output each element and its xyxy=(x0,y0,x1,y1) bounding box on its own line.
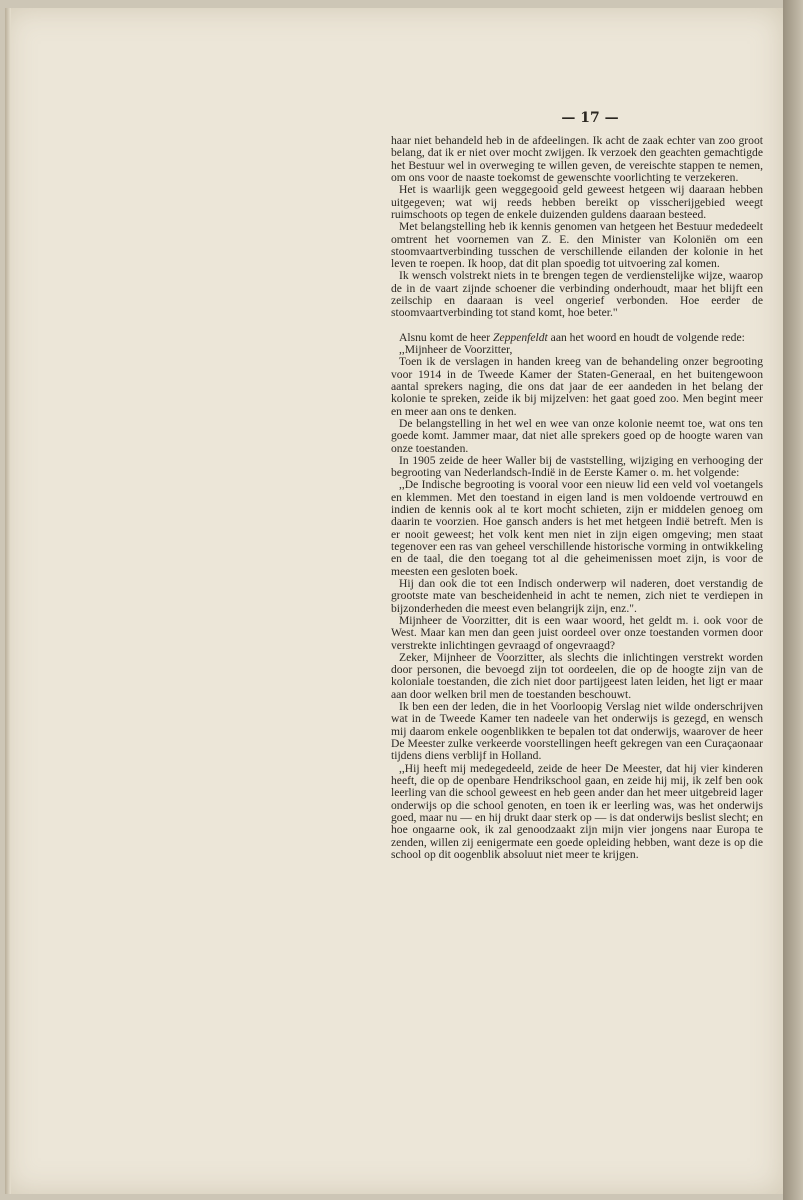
intro-text: aan het woord en houdt de volgende rede: xyxy=(547,330,745,344)
paragraph: Mijnheer de Voorzitter, dit is een waar woord, het geldt m. i. ook voor de West. Maar kan men dan geen juist oordeel over onze toestanden vormen door verstrekte inlichtingen gevraagd of ongevraagd? xyxy=(391,613,763,652)
paragraph: Met belangstelling heb ik kennis genomen van hetgeen het Bestuur mededeelt omtrent het voornemen van Z. E. den Minister van Koloniën om een stoomvaartverbinding tusschen de verschillende eilanden der kolonie in het leven te roepen. Ik hoop, dat dit plan spoedig tot uitvoering zal komen. xyxy=(391,220,763,271)
paragraph: Ik ben een der leden, die in het Voorloopig Verslag niet wilde onderschrijven wat in de Tweede Kamer ten nadeele van het onderwijs is gezegd, en wensch mij daarom enkele oogenblikken te bepalen tot dat onderwijs, waarover de heer De Meester zulke verkeerde voorstellingen heeft gekregen van een Curaçaonaar tijdens diens verblijf in Holland. xyxy=(391,700,763,763)
paragraph: Het is waarlijk geen weggegooid geld geweest hetgeen wij daaraan hebben uitgegeven; wat wij reeds hebben bereikt op visscherijgebied weegt ruimschoots op tegen de enkele duizenden guldens daaraan besteed. xyxy=(391,183,763,221)
paragraph: In 1905 zeide de heer Waller bij de vaststelling, wijziging en verhooging der begrooting van Nederlandsch-Indië in de Eerste Kamer o. m. het volgende: xyxy=(391,453,763,480)
paragraph: haar niet behandeld heb in de afdeelingen. Ik acht de zaak echter van zoo groot belang, dat ik er niet over mocht zwijgen. Ik verzoek den geachten gemachtigde het Bestuur wel in overweging te willen geven, de vereischte stappen te nemen, om ons voor de naaste toekomst de gewenschte voorlichting te verzekeren. xyxy=(391,134,763,184)
text-column xyxy=(391,135,763,861)
page-binding-shadow xyxy=(5,8,11,1194)
adjacent-page-edge xyxy=(783,0,803,1200)
salutation: ,,Mijnheer de Voorzitter, xyxy=(399,343,513,356)
paragraph: De belangstelling in het wel en wee van onze kolonie neemt toe, wat ons ten goede komt. Jammer maar, dat niet alle sprekers goed op de hoogte waren van onze toestanden. xyxy=(391,416,763,455)
paragraph: Toen ik de verslagen in handen kreeg van de behandeling onzer begrooting voor 1914 in de Tweede Kamer der Staten-Generaal, en het buitengewoon aantal sprekers naging, die ons dat jaar de eer aandeden in het belang der kolonie te spreken, zeide ik bij mijzelven: het gaat goed zoo. Men begint meer en meer aan ons te denken. xyxy=(391,355,763,418)
speaker-name: Zeppenfeldt xyxy=(493,330,548,344)
intro-text: Alsnu komt de heer xyxy=(399,330,494,344)
paragraph: Ik wensch volstrekt niets in te brengen tegen de verdienstelijke wijze, waarop de in de vaart zijnde schoener die verbinding onderhoudt, maar het blijft een zeilschip en daaraan is veel ongerief verbonden. Hoe eerder de stoomvaartverbinding tot stand komt, hoe beter." xyxy=(391,269,763,320)
quote-paragraph: ,,Hij heeft mij medegedeeld, zeide de heer De Meester, dat hij vier kinderen heeft, die op de openbare Hendrikschool gaan, en zeide hij mij, ik zelf ben ook leerling van die school geweest en heb geen ander dan het meer uitgebreid lager onderwijs op die school genoten, en toen ik er leerling was, was het onderwijs goed, maar nu — en hij drukt daar sterk op — is dat onderwijs beslist slecht; en hoe ongaarne ook, ik zal genoodzaakt zijn mijn vier jongens naar Europa te zenden, willen zij eenigermate een goede opleiding hebben, want deze is op die school op dit oogenblik absoluut niet meer te krijgen. xyxy=(391,761,763,861)
quote-paragraph: ,,De Indische begrooting is vooral voor een nieuw lid een veld vol voetangels en klemmen. Met den toestand in eigen land is men voldoende vertrouwd en indien de kennis ook al te kort mocht schieten, zijn er middelen genoeg om daarin te voorzien. Hoe gansch anders is het met hetgeen Indië betreft. Men is er nooit geweest; het volk kent men niet in zijn eigen omgeving; men staat tegenover een ras van geheel verschillende historische vorming in ontwikkeling en de taal, die den toegang tot al die geheimenissen moet zijn, is voor de meesten een gesloten boek. xyxy=(391,478,763,578)
page-number: — 17 — xyxy=(561,110,619,126)
quote-paragraph: Hij dan ook die tot een Indisch onderwerp wil naderen, doet verstandig de grootste mate van bescheidenheid in acht te nemen, zich niet te verdiepen in bijzonderheden die meest even belangrijk zijn, enz.". xyxy=(391,576,763,615)
paragraph: Zeker, Mijnheer de Voorzitter, als slechts die inlichtingen verstrekt worden door personen, die bevoegd zijn tot oordeelen, die op de hoogte zijn van de koloniale toestanden, die zich niet door partijgeest laten leiden, het ligt er maar aan door welken bril men de toestanden beschouwt. xyxy=(391,650,763,701)
